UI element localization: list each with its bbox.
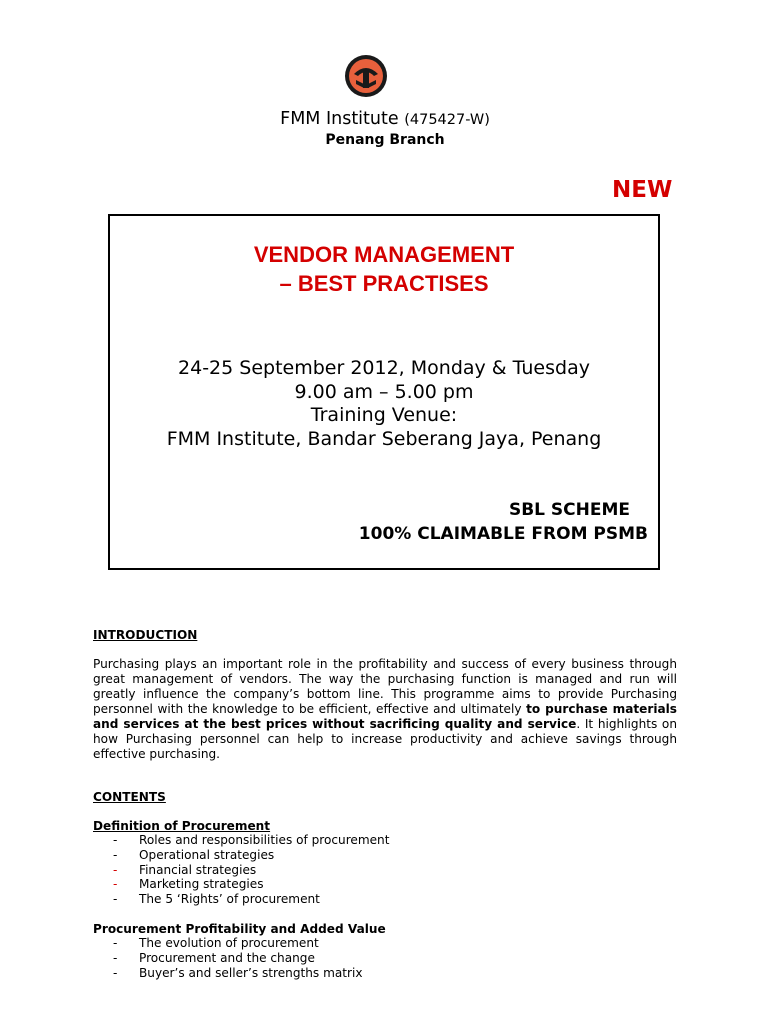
event-title xyxy=(110,240,658,298)
new-badge: NEW xyxy=(612,177,673,203)
scheme-info xyxy=(359,498,648,546)
introduction-text xyxy=(93,657,677,762)
introduction-heading: INTRODUCTION xyxy=(93,628,198,642)
venue: FMM Institute, Bandar Seberang Jaya, Penang xyxy=(166,427,602,450)
institute-name: FMM Institute xyxy=(280,109,399,129)
registration-number: (475427-W) xyxy=(404,112,490,128)
section-list xyxy=(113,833,389,907)
introduction-text-part2: . It highlights on how Purchasing personnel can help to increase productivity and achieve savings through effective purchasing. xyxy=(93,717,677,761)
list-item: - Financial strategies xyxy=(113,862,257,877)
branch-name: Penang Branch xyxy=(325,132,445,148)
list-item: - The 5 ‘Rights’ of procurement xyxy=(113,892,320,907)
introduction-text-part1: Purchasing plays an important role in the profitability and success of every business through great management of vendors. The way the purchasing function is managed and run will greatly influence the company’s bottom line. This programme aims to provide Purchasing personnel with the knowledge to be efficient, effective and ultimately xyxy=(93,657,677,716)
list-item: - Roles and responsibilities of procurement xyxy=(113,833,390,847)
list-item: - Marketing strategies xyxy=(113,877,264,892)
introduction-text-bold: to purchase materials and services at the best prices without sacrificing quality and service xyxy=(93,702,677,731)
section-list xyxy=(113,936,363,980)
event-time: 9.00 am – 5.00 pm xyxy=(294,380,474,403)
event-box xyxy=(108,214,660,570)
event-title-line2: – BEST PRACTISES xyxy=(279,271,489,296)
list-item: - Buyer’s and seller’s strengths matrix xyxy=(113,965,363,980)
event-details xyxy=(110,357,658,451)
list-item: - The evolution of procurement xyxy=(113,936,319,950)
list-item: - Procurement and the change xyxy=(113,950,315,965)
section-title: Procurement Profitability and Added Value xyxy=(93,922,386,936)
event-date: 24-25 September 2012, Monday & Tuesday xyxy=(178,357,590,379)
list-item: - Operational strategies xyxy=(113,847,275,862)
fmm-institute-logo-icon xyxy=(344,54,388,98)
contents-heading: CONTENTS xyxy=(93,790,166,804)
venue-label: Training Venue: xyxy=(310,404,458,426)
claimable-note: 100% CLAIMABLE FROM PSMB xyxy=(358,524,648,544)
event-title-line1: VENDOR MANAGEMENT xyxy=(253,242,515,267)
section-title: Definition of Procurement xyxy=(93,819,271,833)
scheme-name: SBL SCHEME xyxy=(508,500,630,520)
institute-name-line xyxy=(0,109,770,129)
